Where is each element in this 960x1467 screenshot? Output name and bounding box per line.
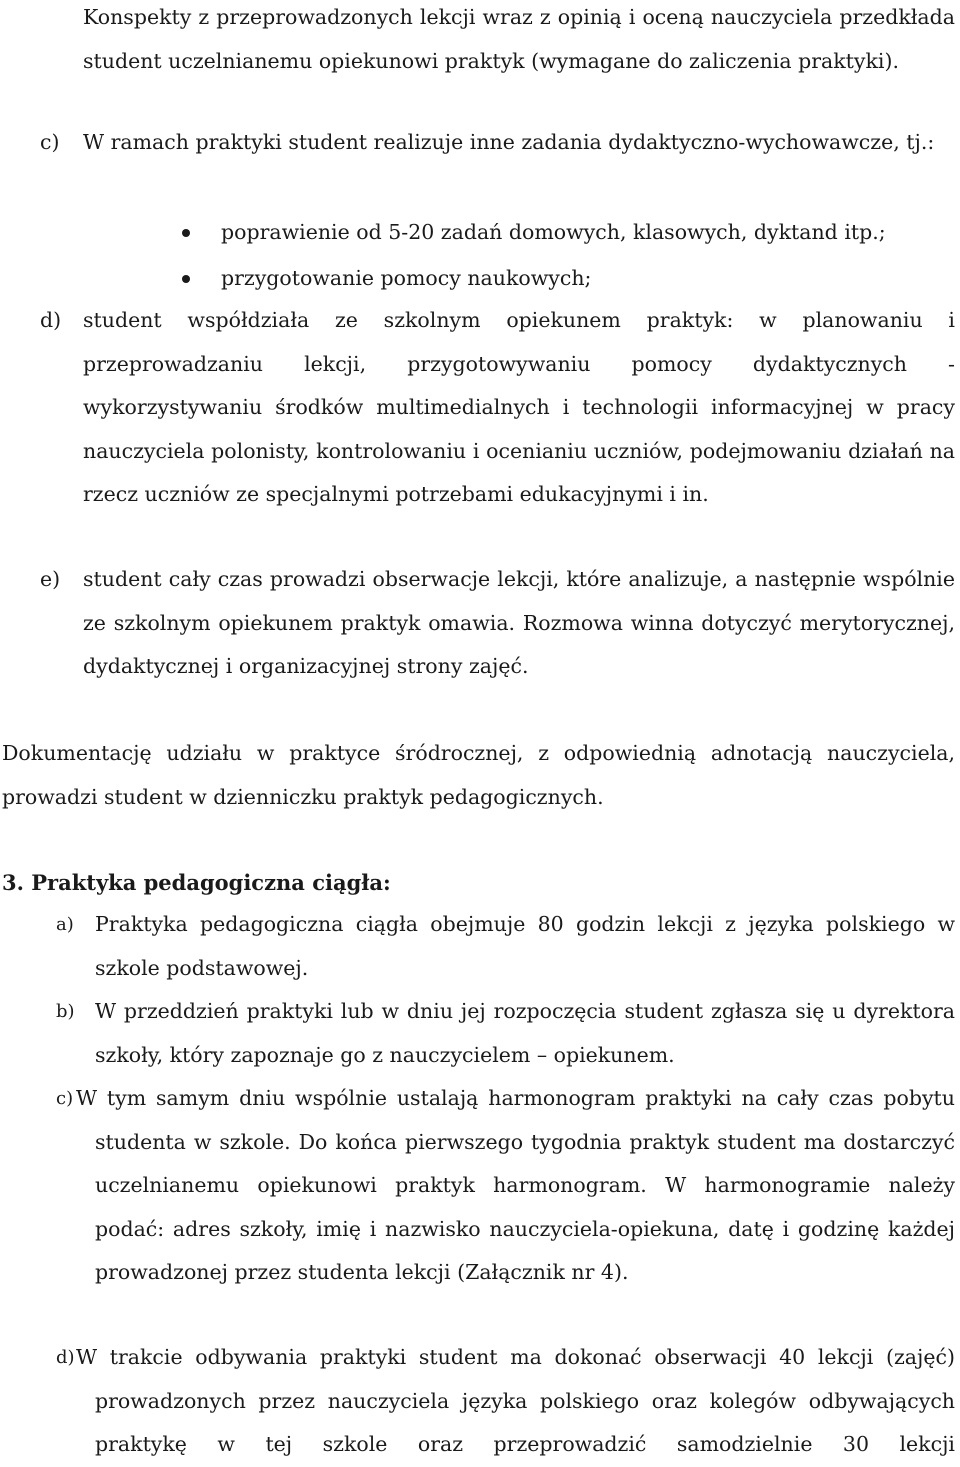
paragraph-konspekty: Konspekty z przeprowadzonych lekcji wraz z opinią i oceną nauczyciela przedkłada student uczelnianemu opiekunowi praktyk (wymagane do zaliczenia praktyki). (83, 5, 955, 73)
list-item-e-text: student cały czas prowadzi obserwacje lekcji, które analizuje, a następnie wspólnie ze szkolnym opiekunem praktyk omawia. Rozmowa winna dotyczyć merytorycznej, dydaktycznej i organizacyjnej strony zajęć. (83, 567, 955, 678)
bullet-item-2: przygotowanie pomocy naukowych; (221, 266, 592, 290)
list-marker-3b: b) (56, 1001, 75, 1022)
section-heading: 3. Praktyka pedagogiczna ciągła: (2, 870, 391, 895)
list-marker-3a: a) (56, 914, 74, 935)
bullet-icon (182, 275, 190, 283)
list-marker-3d: d) (56, 1347, 75, 1368)
bullet-icon (182, 229, 190, 237)
bullet-item-1: poprawienie od 5-20 zadań domowych, klasowych, dyktand itp.; (221, 220, 886, 244)
paragraph-dokumentacje: Dokumentację udziału w praktyce śródrocznej, z odpowiednią adnotacją nauczyciela, prowadzi student w dzienniczku praktyk pedagogicznych. (2, 741, 955, 809)
section3-item-b: W przeddzień praktyki lub w dniu jej rozpoczęcia student zgłasza się u dyrektora szkoły, który zapoznaje go z nauczycielem – opiekunem. (95, 999, 955, 1067)
list-item-c-text: W ramach praktyki student realizuje inne zadania dydaktyczno-wychowawcze, tj.: (83, 130, 935, 154)
list-marker-3c: c) (56, 1088, 74, 1109)
list-marker-d: d) (40, 308, 62, 332)
list-marker-e: e) (40, 567, 61, 591)
list-marker-c: c) (40, 130, 60, 154)
list-item-d-text: student współdziała ze szkolnym opiekunem praktyk: w planowaniu i przeprowadzaniu lekcji, przygotowywaniu pomocy dydaktycznych - wykorzystywaniu środków multimedialnych i technologii informacyjnej w pracy nauczyciela polonisty, kontrolowaniu i ocenianiu uczniów, podejmowaniu działań na rzecz uczniów ze specjalnymi potrzebami edukacyjnymi i in. (83, 308, 955, 506)
section3-item-d: W trakcie odbywania praktyki student ma dokonać obserwacji 40 lekcji (zajęć) prowadzonych przez nauczyciela języka polskiego oraz kolegów odbywających praktykę w tej szkole oraz przeprowadzić samodzielnie 30 lekcji (76, 1345, 955, 1456)
section3-item-a: Praktyka pedagogiczna ciągła obejmuje 80 godzin lekcji z języka polskiego w szkole podstawowej. (95, 912, 955, 980)
section3-item-c: W tym samym dniu wspólnie ustalają harmonogram praktyki na cały czas pobytu studenta w szkole. Do końca pierwszego tygodnia praktyk student ma dostarczyć uczelnianemu opiekunowi praktyk harmonogram. W harmonogramie należy podać: adres szkoły, imię i nazwisko nauczyciela-opiekuna, datę i godzinę każdej prowadzonej przez studenta lekcji (Załącznik nr 4). (76, 1086, 955, 1284)
